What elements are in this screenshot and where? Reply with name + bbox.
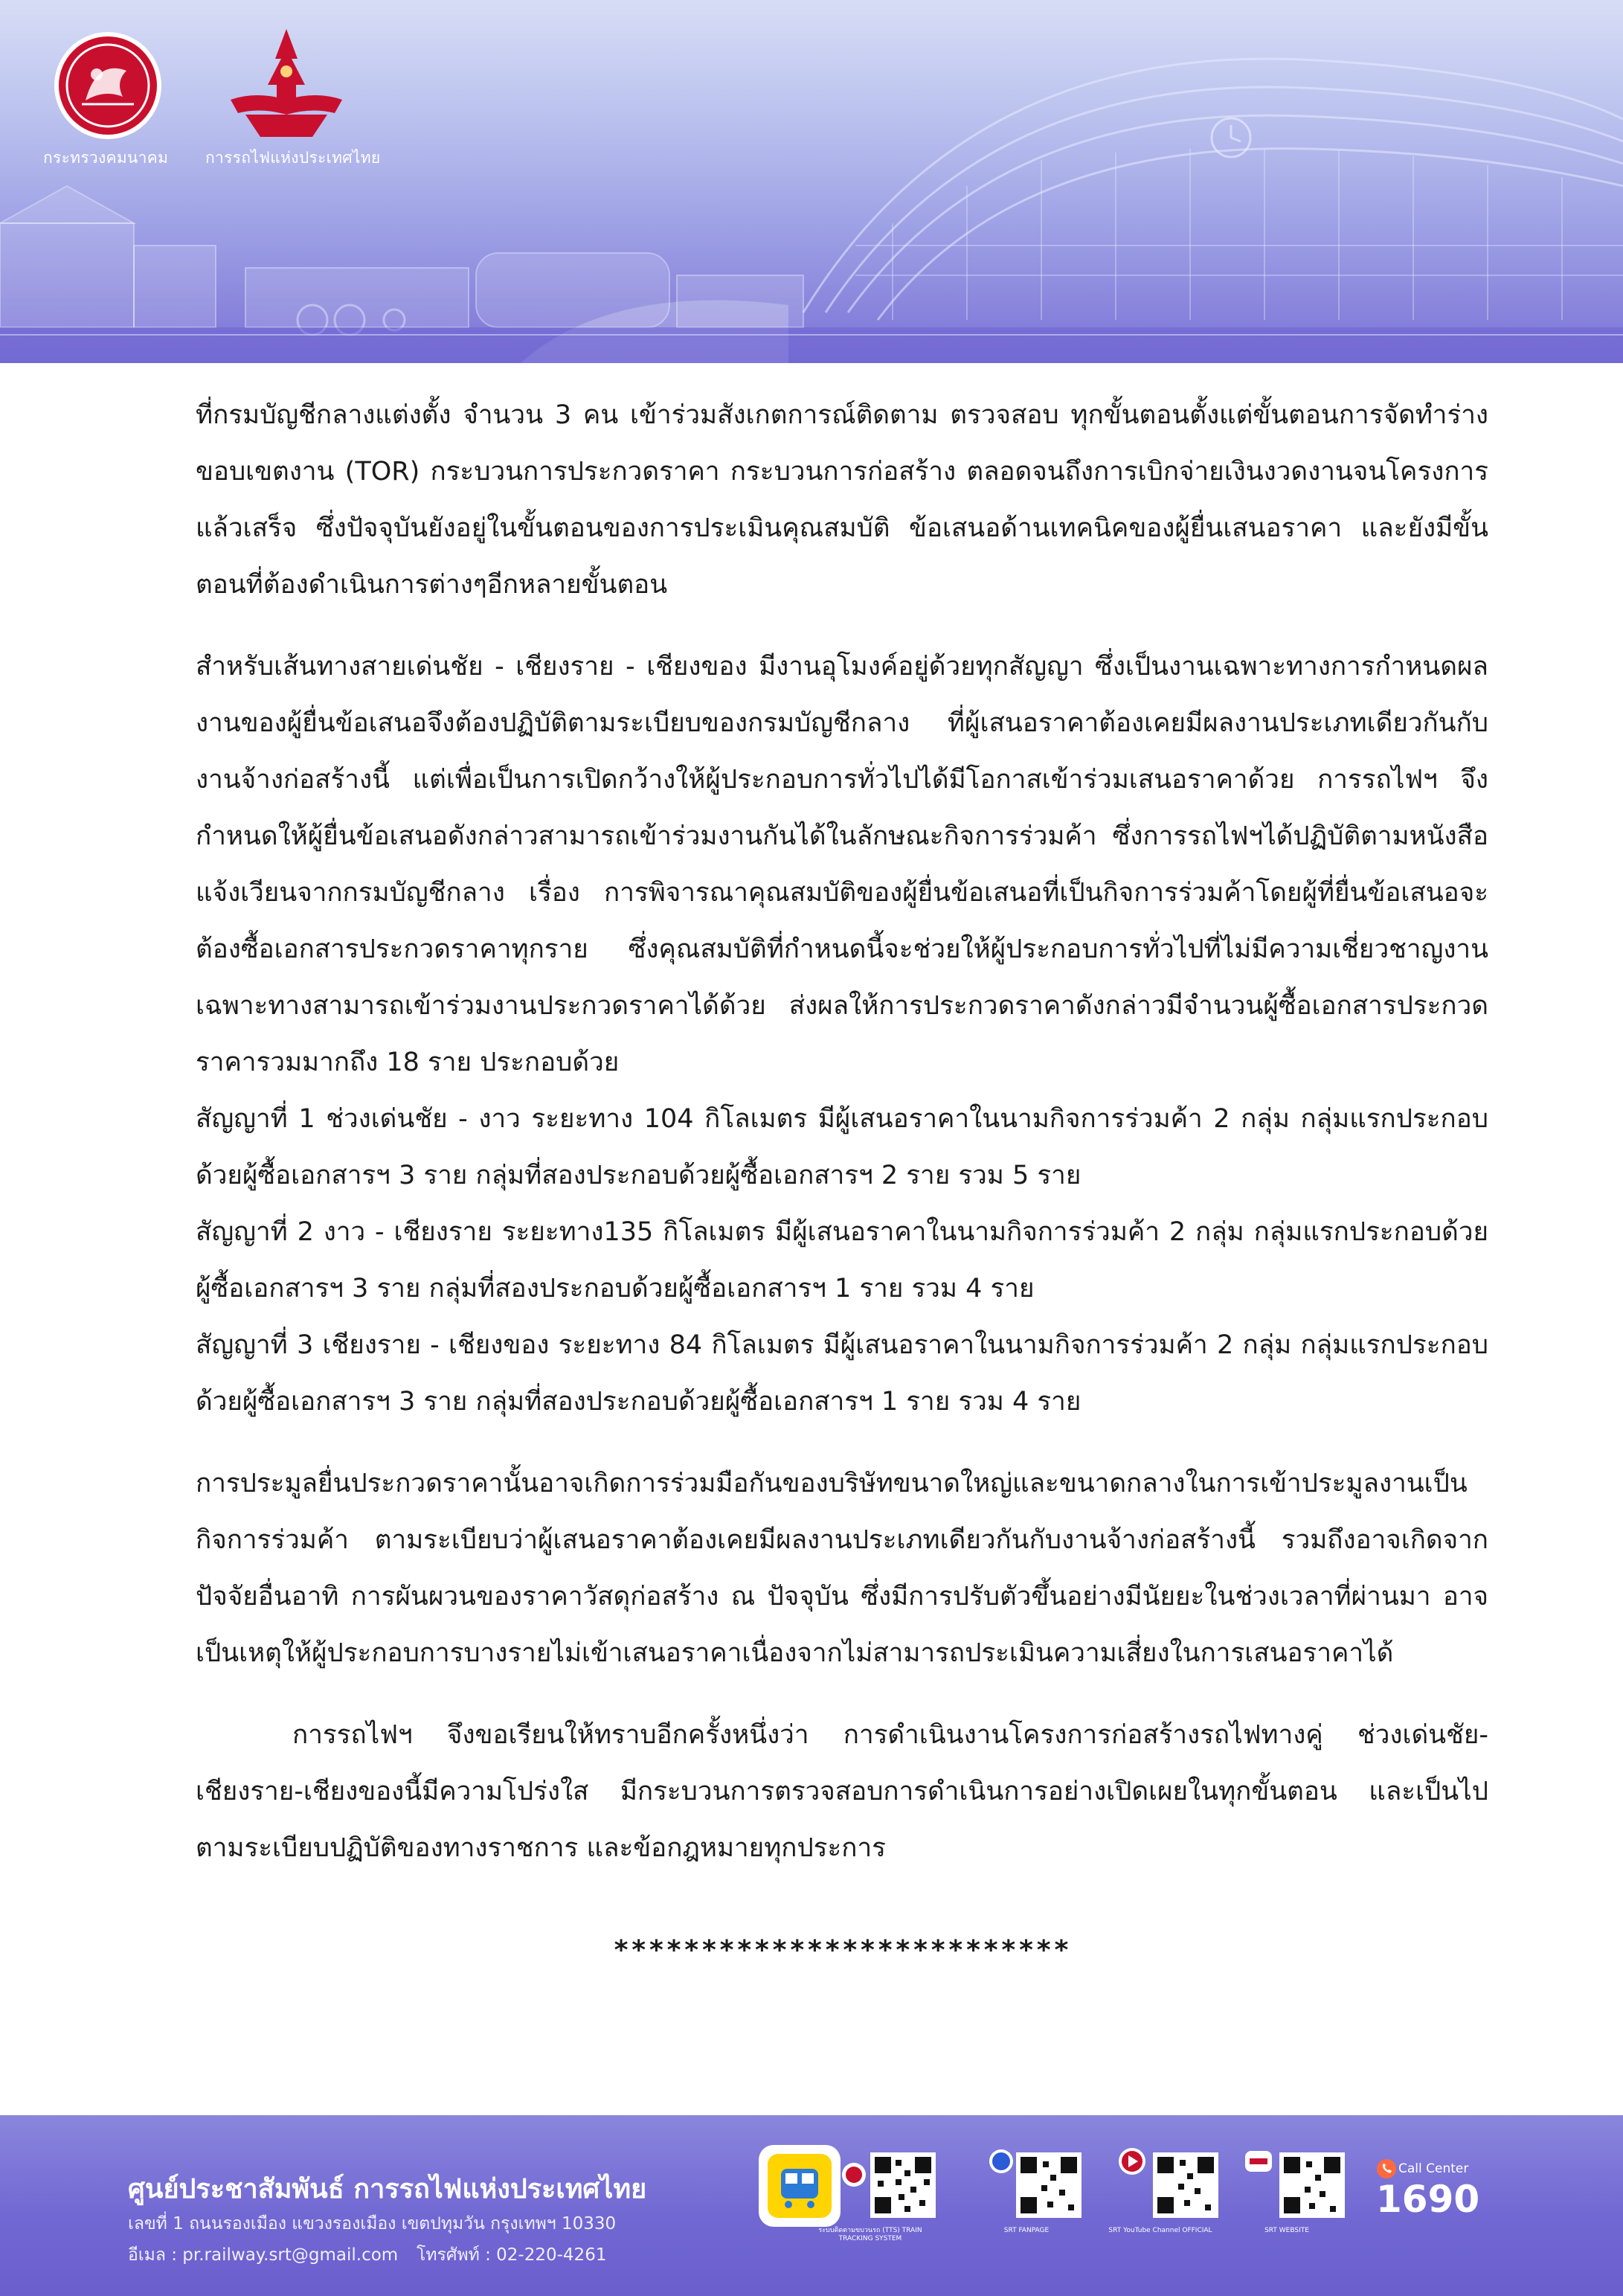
end-separator: ************************** bbox=[613, 1935, 1071, 1966]
fanpage-caption: SRT FANPAGE bbox=[1003, 2227, 1050, 2234]
paragraph-1: ที่กรมบัญชีกลางแต่งตั้ง จำนวน 3 คน เข้าร่วมสังเกตการณ์ติดตาม ตรวจสอบ ทุกขั้นตอนตั้งแต่ขั้นตอนการจัดทำร่างขอบเขตงาน (TOR) กระบวนการประกวดราคา กระบวนการก่อสร้าง ตลอดจนถึงการเบิกจ่ายเงินงวดงานจนโครงการแล้วเสร็จ ซึ่งปัจจุบันยังอยู่ในขั้นตอนของการประเมินคุณสมบัติ ข้อเสนอด้านเทคนิคของผู้ยื่นเสนอราคา และยังมีขั้นตอนที่ต้องดำเนินการต่างๆอีกหลายขั้นตอน bbox=[196, 400, 1488, 600]
srt-emblem-logo bbox=[223, 25, 350, 147]
footer-title: ศูนย์ประชาสัมพันธ์ การรถไฟแห่งประเทศไทย bbox=[128, 2174, 647, 2204]
page-footer bbox=[0, 2115, 1623, 2296]
contract-2: สัญญาที่ 2 งาว - เชียงราย ระยะทาง135 กิโลเมตร มีผู้เสนอราคาในนามกิจการร่วมค้า 2 กลุ่ม กลุ่มแรกประกอบด้วยผู้ซื้อเอกสารฯ 3 ราย กลุ่มที่สองประกอบด้วยผู้ซื้อเอกสารฯ 1 ราย รวม 4 ราย bbox=[196, 1217, 1488, 1303]
paragraph-3: การประมูลยื่นประกวดราคานั้นอาจเกิดการร่วมมือกันของบริษัทขนาดใหญ่และขนาดกลางในการเข้าประมูลงานเป็นกิจการร่วมค้า ตามระเบียบว่าผู้เสนอราคาต้องเคยมีผลงานประเภทเดียวกันกับงานจ้างก่อสร้างนี้ รวมถึงอาจเกิดจากปัจจัยอื่นอาทิ การผันผวนของราคาวัสดุก่อสร้าง ณ ปัจจุบัน ซึ่งมีการปรับตัวขึ้นอย่างมีนัยยะในช่วงเวลาที่ผ่านมา อาจเป็นเหตุให้ผู้ประกอบการบางรายไม่เข้าเสนอราคาเนื่องจากไม่สามารถประเมินความเสี่ยงในการเสนอราคาได้ bbox=[196, 1469, 1488, 1668]
footer-address: เลขที่ 1 ถนนรองเมือง แขวงรองเมือง เขตปทุมวัน กรุงเทพฯ 10330 bbox=[128, 2214, 617, 2234]
paragraph-4: การรถไฟฯ จึงขอเรียนให้ทราบอีกครั้งหนึ่งว่า การดำเนินงานโครงการก่อสร้างรถไฟทางคู่ ช่วงเด่นชัย-เชียงราย-เชียงของนี้มีความโปร่งใส มีกระบวนการตรวจสอบการดำเนินการอย่างเปิดเผยในทุกขั้นตอน และเป็นไปตามระเบียบปฏิบัติของทางราชการ และข้อกฎหมายทุกประการ bbox=[196, 1720, 1488, 1863]
tts-qr-block[interactable] bbox=[759, 2145, 937, 2230]
website-caption: SRT WEBSITE bbox=[1264, 2227, 1309, 2234]
youtube-icon bbox=[1116, 2145, 1227, 2227]
tts-app-icon bbox=[759, 2145, 937, 2227]
fanpage-qr-block[interactable] bbox=[988, 2145, 1084, 2230]
facebook-icon bbox=[988, 2145, 1084, 2227]
website-qr-block[interactable] bbox=[1242, 2145, 1354, 2230]
youtube-qr-block[interactable] bbox=[1116, 2145, 1227, 2230]
tts-caption: ระบบติดตามขบวนรถ (TTS) TRAIN TRACKING SYSTEM bbox=[818, 2227, 922, 2242]
document-body bbox=[196, 387, 1488, 1979]
youtube-caption: SRT YouTube Channel OFFICIAL bbox=[1108, 2227, 1212, 2234]
contract-3: สัญญาที่ 3 เชียงราย - เชียงของ ระยะทาง 84 กิโลเมตร มีผู้เสนอราคาในนามกิจการร่วมค้า 2 กลุ่ม กลุ่มแรกประกอบด้วยผู้ซื้อเอกสารฯ 3 ราย กลุ่มที่สองประกอบด้วยผู้ซื้อเอกสารฯ 1 ราย รวม 4 ราย bbox=[196, 1330, 1488, 1417]
paragraph-2: สำหรับเส้นทางสายเด่นชัย - เชียงราย - เชียงของ มีงานอุโมงค์อยู่ด้วยทุกสัญญา ซึ่งเป็นงานเฉพาะทางการกำหนดผลงานของผู้ยื่นข้อเสนอจึงต้องปฏิบัติตามระเบียบของกรมบัญชีกลาง ที่ผู้เสนอราคาต้องเคยมีผลงานประเภทเดียวกันกับงานจ้างก่อสร้างนี้ แต่เพื่อเป็นการเปิดกว้างให้ผู้ประกอบการทั่วไปได้มีโอกาสเข้าร่วมเสนอราคาด้วย การรถไฟฯ จึงกำหนดให้ผู้ยื่นข้อเสนอดังกล่าวสามารถเข้าร่วมงานกันได้ในลักษณะกิจการร่วมค้า ซึ่งการรถไฟฯได้ปฏิบัติตามหนังสือแจ้งเวียนจากกรมบัญชีกลาง เรื่อง การพิจารณาคุณสมบัติของผู้ยื่นข้อเสนอที่เป็นกิจการร่วมค้าโดยผู้ที่ยื่นข้อเสนอจะต้องซื้อเอกสารประกวดราคาทุกราย ซึ่งคุณสมบัติที่กำหนดนี้จะช่วยให้ผู้ประกอบการทั่วไปที่ไม่มีความเชี่ยวชาญงานเฉพาะทางสามารถเข้าร่วมงานประกวดราคาได้ด้วย ส่งผลให้การประกวดราคาดังกล่าวมีจำนวนผู้ซื้อเอกสารประกวดราคารวมมากถึง 18 ราย ประกอบด้วย bbox=[196, 652, 1488, 1077]
ministry-seal-logo bbox=[52, 30, 164, 144]
contract-1: สัญญาที่ 1 ช่วงเด่นชัย - งาว ระยะทาง 104 กิโลเมตร มีผู้เสนอราคาในนามกิจการร่วมค้า 2 กลุ่ม กลุ่มแรกประกอบด้วยผู้ซื้อเอกสารฯ 3 ราย กลุ่มที่สองประกอบด้วยผู้ซื้อเอกสารฯ 2 ราย รวม 5 ราย bbox=[196, 1104, 1488, 1190]
ministry-label: กระทรวงคมนาคม bbox=[43, 149, 169, 167]
website-icon bbox=[1242, 2145, 1354, 2227]
ministry-seal-icon bbox=[52, 30, 164, 141]
footer-email: อีเมล : pr.railway.srt@gmail.com bbox=[128, 2245, 399, 2265]
call-center-label: Call Center bbox=[1398, 2161, 1469, 2176]
footer-phone: โทรศัพท์ : 02-220-4261 bbox=[417, 2245, 607, 2265]
call-center-number[interactable]: 1690 bbox=[1376, 2178, 1480, 2221]
srt-emblem-icon bbox=[223, 25, 350, 144]
page-header bbox=[0, 0, 1623, 363]
srt-label: การรถไฟแห่งประเทศไทย bbox=[205, 149, 381, 167]
phone-icon bbox=[1376, 2158, 1397, 2179]
